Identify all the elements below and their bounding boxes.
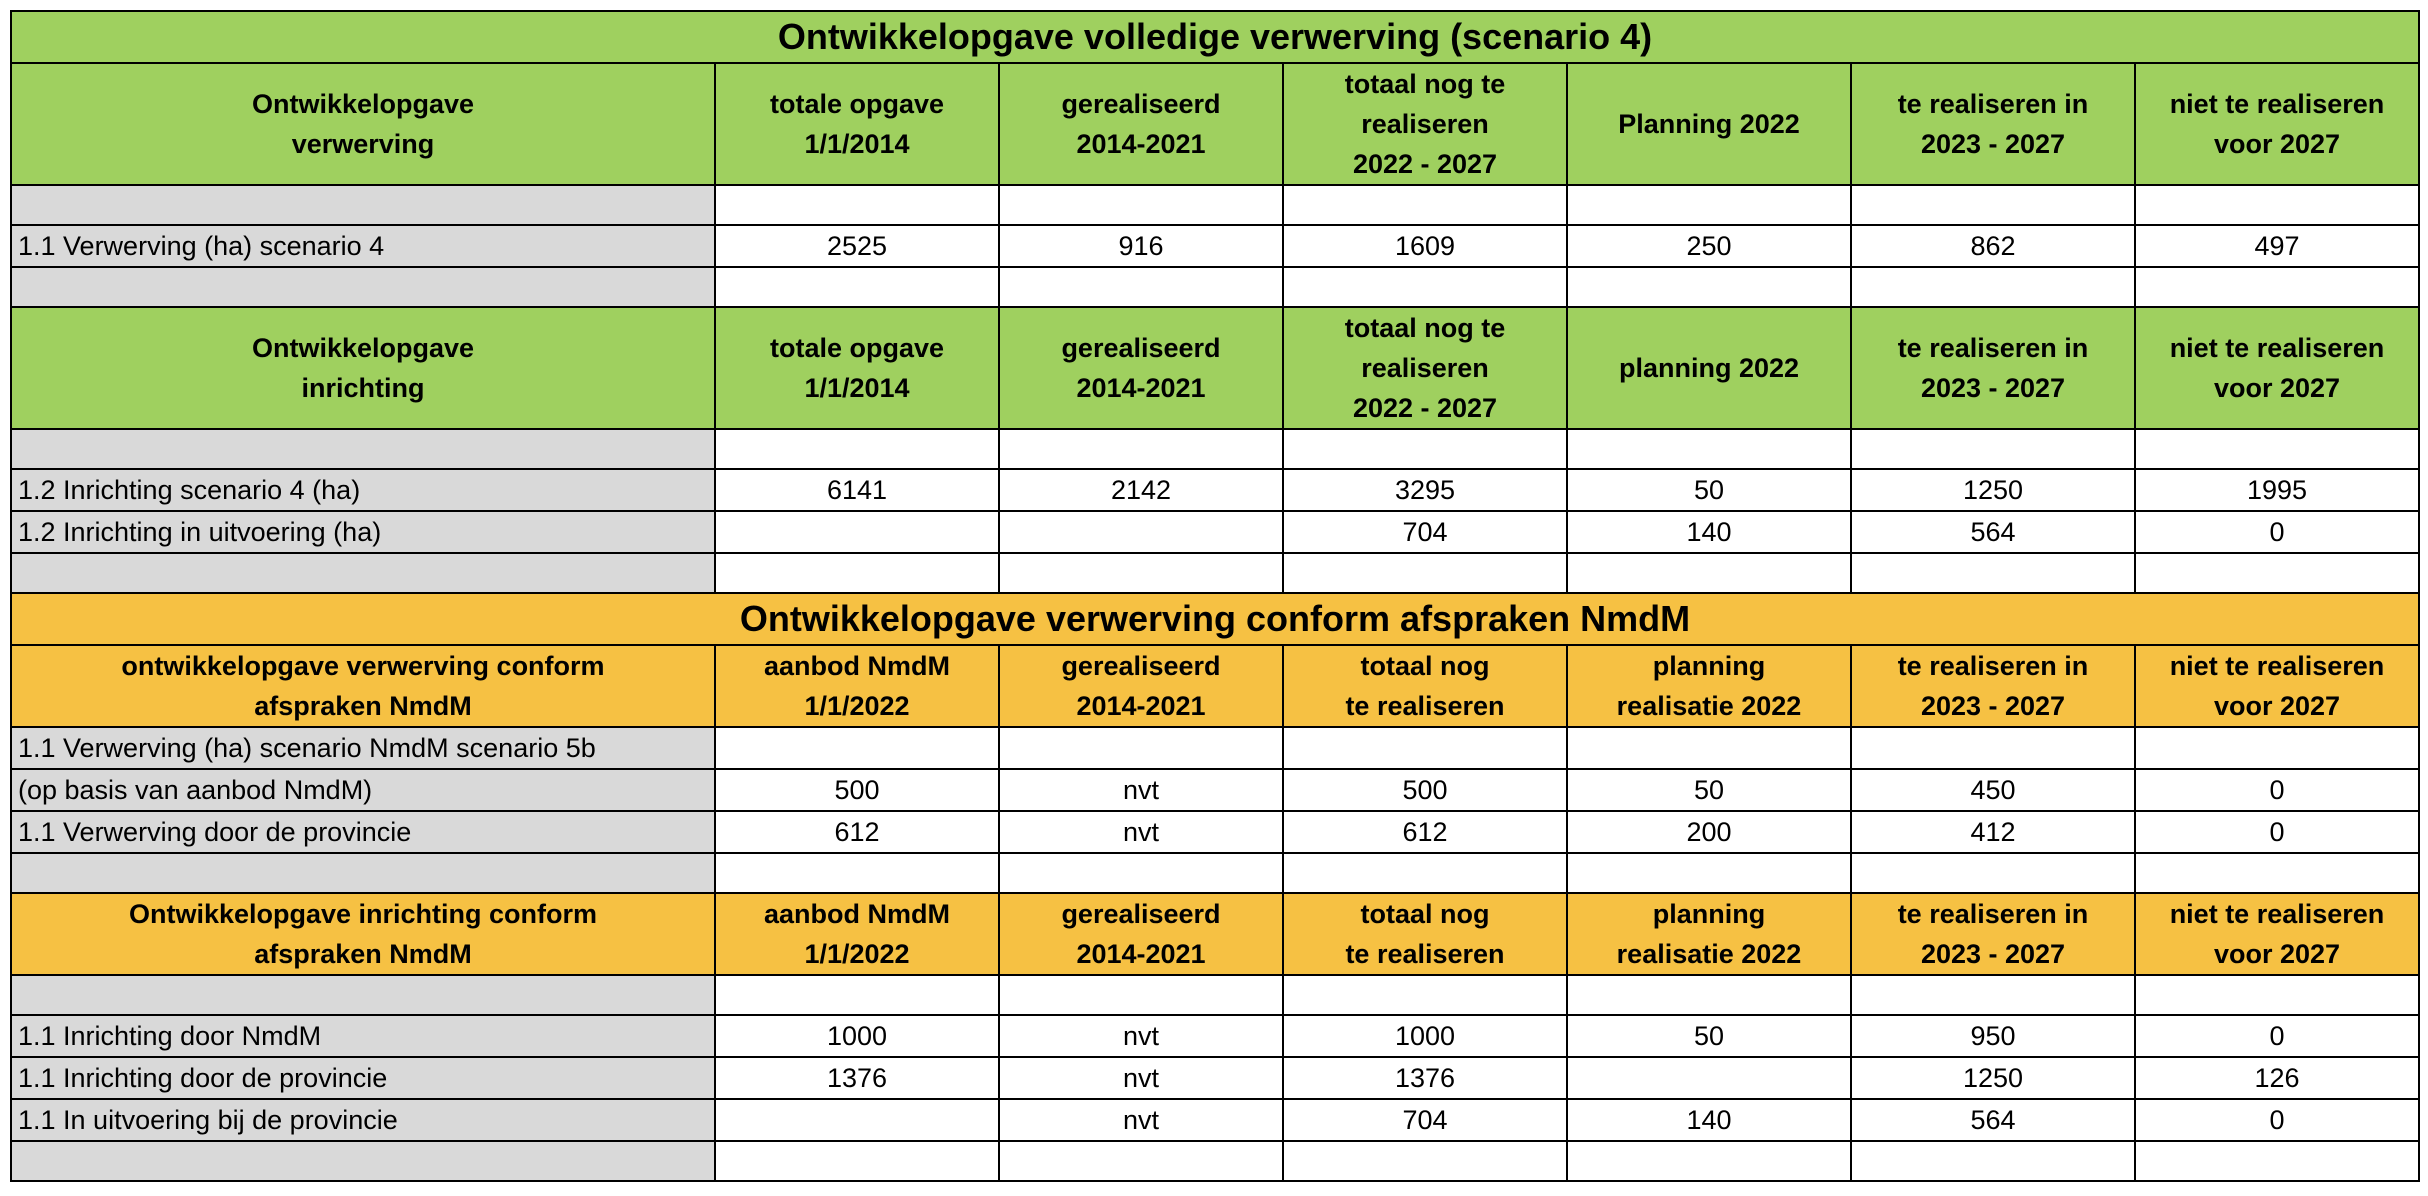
column-header[interactable]: niet te realiseren voor 2027 bbox=[2135, 307, 2419, 429]
table-cell[interactable]: 450 bbox=[1851, 769, 2135, 811]
column-header[interactable]: totale opgave 1/1/2014 bbox=[715, 63, 999, 185]
section1-header-row bbox=[11, 307, 2419, 429]
table-cell[interactable]: 1250 bbox=[1851, 469, 2135, 511]
blank-row bbox=[11, 975, 2419, 1015]
table-cell[interactable] bbox=[999, 975, 1283, 1015]
table-cell[interactable] bbox=[1283, 853, 1567, 893]
row-label[interactable]: 1.2 Inrichting in uitvoering (ha) bbox=[11, 511, 715, 553]
table-cell[interactable] bbox=[1851, 853, 2135, 893]
table-cell[interactable]: 1000 bbox=[715, 1015, 999, 1057]
column-header[interactable]: aanbod NmdM 1/1/2022 bbox=[715, 645, 999, 727]
table-cell[interactable]: 1995 bbox=[2135, 469, 2419, 511]
column-header[interactable]: niet te realiseren voor 2027 bbox=[2135, 645, 2419, 727]
table-cell[interactable]: 2142 bbox=[999, 469, 1283, 511]
table-cell[interactable] bbox=[2135, 267, 2419, 307]
table-cell[interactable] bbox=[1567, 185, 1851, 225]
row-header-label[interactable]: Ontwikkelopgave inrichting bbox=[11, 307, 715, 429]
column-header[interactable]: te realiseren in 2023 - 2027 bbox=[1851, 893, 2135, 975]
column-header[interactable]: gerealiseerd 2014-2021 bbox=[999, 645, 1283, 727]
table-cell[interactable]: nvt bbox=[999, 1057, 1283, 1099]
table-cell[interactable] bbox=[1283, 429, 1567, 469]
column-header[interactable]: planning 2022 bbox=[1567, 307, 1851, 429]
table-cell[interactable]: nvt bbox=[999, 1099, 1283, 1141]
blank-row bbox=[11, 553, 2419, 593]
data-row bbox=[11, 727, 2419, 769]
column-header[interactable]: niet te realiseren voor 2027 bbox=[2135, 893, 2419, 975]
column-header[interactable]: te realiseren in 2023 - 2027 bbox=[1851, 645, 2135, 727]
data-row bbox=[11, 1099, 2419, 1141]
table-cell[interactable] bbox=[715, 1099, 999, 1141]
data-row bbox=[11, 511, 2419, 553]
table-cell[interactable]: 564 bbox=[1851, 511, 2135, 553]
column-header[interactable]: totaal nog te realiseren 2022 - 2027 bbox=[1283, 63, 1567, 185]
table-cell[interactable] bbox=[1567, 553, 1851, 593]
table-cell[interactable] bbox=[1567, 975, 1851, 1015]
table-cell[interactable]: 140 bbox=[1567, 511, 1851, 553]
table-cell[interactable]: 1609 bbox=[1283, 225, 1567, 267]
blank-row bbox=[11, 1141, 2419, 1181]
row-label[interactable] bbox=[11, 975, 715, 1015]
table-cell[interactable]: 0 bbox=[2135, 1015, 2419, 1057]
table-cell[interactable]: 50 bbox=[1567, 1015, 1851, 1057]
table-cell[interactable]: nvt bbox=[999, 769, 1283, 811]
blank-row bbox=[11, 853, 2419, 893]
table-cell[interactable] bbox=[715, 267, 999, 307]
table-cell[interactable] bbox=[1851, 185, 2135, 225]
table-cell[interactable]: 950 bbox=[1851, 1015, 2135, 1057]
row-label[interactable]: 1.2 Inrichting scenario 4 (ha) bbox=[11, 469, 715, 511]
table-cell[interactable]: 3295 bbox=[1283, 469, 1567, 511]
data-row bbox=[11, 811, 2419, 853]
table-cell[interactable]: 612 bbox=[715, 811, 999, 853]
column-header[interactable]: te realiseren in 2023 - 2027 bbox=[1851, 307, 2135, 429]
table-cell[interactable] bbox=[1283, 553, 1567, 593]
data-row bbox=[11, 1015, 2419, 1057]
section1-title[interactable]: Ontwikkelopgave volledige verwerving (scenario 4) bbox=[11, 11, 2419, 63]
blank-row bbox=[11, 185, 2419, 225]
table-cell[interactable] bbox=[1567, 1141, 1851, 1181]
table-cell[interactable] bbox=[1283, 267, 1567, 307]
table-cell[interactable] bbox=[715, 185, 999, 225]
column-header[interactable]: niet te realiseren voor 2027 bbox=[2135, 63, 2419, 185]
table-cell[interactable] bbox=[715, 727, 999, 769]
row-label[interactable]: 1.1 Inrichting door NmdM bbox=[11, 1015, 715, 1057]
table-cell[interactable]: 1376 bbox=[715, 1057, 999, 1099]
row-label[interactable] bbox=[11, 267, 715, 307]
spreadsheet-table bbox=[10, 10, 2420, 1182]
table-cell[interactable] bbox=[715, 429, 999, 469]
table-cell[interactable] bbox=[1283, 185, 1567, 225]
table-cell[interactable]: 612 bbox=[1283, 811, 1567, 853]
table-cell[interactable] bbox=[1567, 727, 1851, 769]
table-cell[interactable] bbox=[999, 267, 1283, 307]
column-header[interactable]: totale opgave 1/1/2014 bbox=[715, 307, 999, 429]
column-header[interactable]: aanbod NmdM 1/1/2022 bbox=[715, 893, 999, 975]
column-header[interactable]: planning realisatie 2022 bbox=[1567, 645, 1851, 727]
section1-title-row bbox=[11, 11, 2419, 63]
data-row bbox=[11, 225, 2419, 267]
data-row bbox=[11, 469, 2419, 511]
table-cell[interactable]: 704 bbox=[1283, 511, 1567, 553]
table-cell[interactable] bbox=[999, 185, 1283, 225]
row-label[interactable] bbox=[11, 185, 715, 225]
row-header-label[interactable]: Ontwikkelopgave inrichting conform afspraken NmdM bbox=[11, 893, 715, 975]
row-label[interactable]: 1.1 Inrichting door de provincie bbox=[11, 1057, 715, 1099]
table-cell[interactable] bbox=[1567, 429, 1851, 469]
table-cell[interactable]: 862 bbox=[1851, 225, 2135, 267]
table-cell[interactable] bbox=[999, 727, 1283, 769]
column-header[interactable]: planning realisatie 2022 bbox=[1567, 893, 1851, 975]
table-cell[interactable]: 200 bbox=[1567, 811, 1851, 853]
table-cell[interactable] bbox=[2135, 853, 2419, 893]
table-cell[interactable]: 1000 bbox=[1283, 1015, 1567, 1057]
row-label[interactable] bbox=[11, 1141, 715, 1181]
table-cell[interactable] bbox=[1851, 553, 2135, 593]
table-cell[interactable]: nvt bbox=[999, 811, 1283, 853]
table-cell[interactable] bbox=[1283, 975, 1567, 1015]
column-header[interactable]: totaal nog te realiseren 2022 - 2027 bbox=[1283, 307, 1567, 429]
table-cell[interactable] bbox=[1851, 267, 2135, 307]
table-cell[interactable] bbox=[2135, 429, 2419, 469]
section2-title[interactable]: Ontwikkelopgave verwerving conform afspraken NmdM bbox=[11, 593, 2419, 645]
row-header-label[interactable]: Ontwikkelopgave verwerving bbox=[11, 63, 715, 185]
table-cell[interactable] bbox=[999, 1141, 1283, 1181]
table-cell[interactable] bbox=[1851, 429, 2135, 469]
table-cell[interactable]: 2525 bbox=[715, 225, 999, 267]
table-cell[interactable]: 564 bbox=[1851, 1099, 2135, 1141]
table-cell[interactable] bbox=[2135, 553, 2419, 593]
table-cell[interactable] bbox=[2135, 185, 2419, 225]
column-header[interactable]: gerealiseerd 2014-2021 bbox=[999, 63, 1283, 185]
table-cell[interactable] bbox=[715, 853, 999, 893]
table-cell[interactable]: nvt bbox=[999, 1015, 1283, 1057]
table-cell[interactable]: 500 bbox=[1283, 769, 1567, 811]
row-label[interactable]: 1.1 In uitvoering bij de provincie bbox=[11, 1099, 715, 1141]
table-cell[interactable] bbox=[715, 1141, 999, 1181]
column-header[interactable]: Planning 2022 bbox=[1567, 63, 1851, 185]
table-cell[interactable] bbox=[1567, 1057, 1851, 1099]
column-header[interactable]: gerealiseerd 2014-2021 bbox=[999, 307, 1283, 429]
table-cell[interactable] bbox=[715, 975, 999, 1015]
row-header-label[interactable]: ontwikkelopgave verwerving conform afspraken NmdM bbox=[11, 645, 715, 727]
data-row bbox=[11, 1057, 2419, 1099]
table-cell[interactable]: 250 bbox=[1567, 225, 1851, 267]
table-cell[interactable]: 0 bbox=[2135, 511, 2419, 553]
data-row bbox=[11, 769, 2419, 811]
column-header[interactable]: totaal nog te realiseren bbox=[1283, 645, 1567, 727]
table-cell[interactable]: 497 bbox=[2135, 225, 2419, 267]
table-cell[interactable] bbox=[1851, 727, 2135, 769]
table-cell[interactable]: 412 bbox=[1851, 811, 2135, 853]
row-label[interactable]: (op basis van aanbod NmdM) bbox=[11, 769, 715, 811]
section2-header-row bbox=[11, 645, 2419, 727]
row-label[interactable] bbox=[11, 429, 715, 469]
table-cell[interactable]: 50 bbox=[1567, 469, 1851, 511]
table-cell[interactable]: 50 bbox=[1567, 769, 1851, 811]
row-label[interactable]: 1.1 Verwerving (ha) scenario 4 bbox=[11, 225, 715, 267]
table-cell[interactable] bbox=[715, 553, 999, 593]
row-label[interactable]: 1.1 Verwerving door de provincie bbox=[11, 811, 715, 853]
table-cell[interactable]: 0 bbox=[2135, 1099, 2419, 1141]
table-cell[interactable] bbox=[1283, 727, 1567, 769]
table-cell[interactable]: 0 bbox=[2135, 769, 2419, 811]
table-cell[interactable] bbox=[1567, 267, 1851, 307]
row-label[interactable] bbox=[11, 553, 715, 593]
table-cell[interactable] bbox=[715, 511, 999, 553]
table-cell[interactable]: 704 bbox=[1283, 1099, 1567, 1141]
table-cell[interactable] bbox=[1851, 1141, 2135, 1181]
table-cell[interactable] bbox=[999, 553, 1283, 593]
table-cell[interactable]: 6141 bbox=[715, 469, 999, 511]
table-cell[interactable]: 500 bbox=[715, 769, 999, 811]
table-cell[interactable] bbox=[2135, 1141, 2419, 1181]
table-cell[interactable] bbox=[1851, 975, 2135, 1015]
section2-header-row bbox=[11, 893, 2419, 975]
table-cell[interactable] bbox=[999, 511, 1283, 553]
table-cell[interactable] bbox=[1567, 853, 1851, 893]
column-header[interactable]: totaal nog te realiseren bbox=[1283, 893, 1567, 975]
row-label[interactable] bbox=[11, 853, 715, 893]
row-label[interactable]: 1.1 Verwerving (ha) scenario NmdM scenario 5b bbox=[11, 727, 715, 769]
table-cell[interactable]: 1376 bbox=[1283, 1057, 1567, 1099]
table-cell[interactable] bbox=[2135, 727, 2419, 769]
section2-title-row bbox=[11, 593, 2419, 645]
blank-row bbox=[11, 429, 2419, 469]
table-cell[interactable]: 140 bbox=[1567, 1099, 1851, 1141]
table-cell[interactable] bbox=[2135, 975, 2419, 1015]
table-cell[interactable] bbox=[1283, 1141, 1567, 1181]
blank-row bbox=[11, 267, 2419, 307]
table-cell[interactable] bbox=[999, 429, 1283, 469]
table-cell[interactable] bbox=[999, 853, 1283, 893]
table-cell[interactable]: 916 bbox=[999, 225, 1283, 267]
column-header[interactable]: gerealiseerd 2014-2021 bbox=[999, 893, 1283, 975]
table-cell[interactable]: 126 bbox=[2135, 1057, 2419, 1099]
column-header[interactable]: te realiseren in 2023 - 2027 bbox=[1851, 63, 2135, 185]
section1-header-row bbox=[11, 63, 2419, 185]
table-cell[interactable]: 1250 bbox=[1851, 1057, 2135, 1099]
table-cell[interactable]: 0 bbox=[2135, 811, 2419, 853]
